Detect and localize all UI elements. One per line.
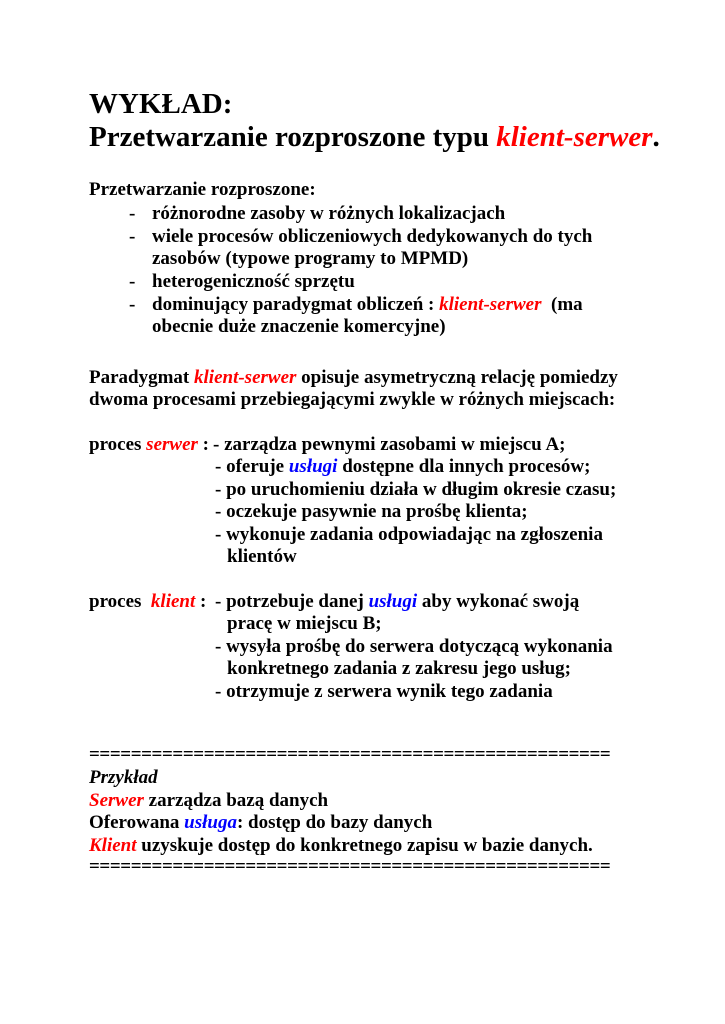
lecture-label: WYKŁAD: <box>89 88 233 120</box>
term-highlight: Klient <box>89 835 137 856</box>
label-text: proces <box>89 591 151 612</box>
list-item-continuation: obecnie duże znaczenie komercyjne) <box>152 316 446 337</box>
list-item-continuation: zasobów (typowe programy to MPMD) <box>152 248 469 269</box>
list-item <box>152 294 583 316</box>
example-heading: Przykład <box>89 767 158 788</box>
client-label <box>89 591 206 613</box>
example-text: Oferowana <box>89 812 185 833</box>
server-duty <box>215 456 590 478</box>
term-highlight: serwer <box>146 434 198 455</box>
client-duty-continuation: pracę w miejscu B; <box>227 613 382 634</box>
term-highlight: klient-serwer <box>194 367 297 388</box>
term-highlight: Serwer <box>89 790 144 811</box>
label-text: : <box>195 591 207 612</box>
page-title <box>89 121 660 153</box>
label-text: : <box>197 434 214 455</box>
bullet-marker: - <box>129 203 136 224</box>
term-highlight: usługi <box>288 456 338 477</box>
client-duty <box>215 591 579 613</box>
example-line <box>89 835 593 857</box>
list-item: heterogeniczność sprzętu <box>152 271 355 292</box>
list-item: różnorodne zasoby w różnych lokalizacjach <box>152 203 506 224</box>
term-highlight: klient <box>150 591 196 612</box>
bullet-marker: - <box>129 271 136 292</box>
bullet-marker: - <box>129 294 136 315</box>
title-period: . <box>652 121 660 153</box>
server-duty-continuation: klientów <box>227 546 297 567</box>
term-highlight: usługa <box>184 812 237 833</box>
duty-text: dostępne dla innych procesów; <box>337 456 591 477</box>
example-text: zarządza bazą danych <box>143 790 329 811</box>
bullet-marker: - <box>129 226 136 247</box>
duty-text: - oferuje <box>215 456 289 477</box>
separator-rule: ================================================== <box>89 744 611 765</box>
server-duty: - oczekuje pasywnie na prośbę klienta; <box>215 501 528 522</box>
server-duty: - wykonuje zadania odpowiadając na zgłoszenia <box>215 524 603 545</box>
separator-rule: ================================================== <box>89 856 611 877</box>
list-item-text: dominujący paradygmat obliczeń : <box>152 294 440 315</box>
paragraph-text: opisuje asymetryczną relację pomiedzy <box>296 367 618 388</box>
term-highlight: klient-serwer <box>439 294 542 315</box>
client-duty-continuation: konkretnego zadania z zakresu jego usług; <box>227 658 571 679</box>
duty-text: aby wykonać swoją <box>417 591 580 612</box>
list-item-text: (ma <box>541 294 583 315</box>
paragraph-line: dwoma procesami przebiegającymi zwykle w różnych miejscach: <box>89 389 616 410</box>
client-duty: - wysyła prośbę do serwera dotyczącą wykonania <box>215 636 613 657</box>
section-heading: Przetwarzanie rozproszone: <box>89 179 316 200</box>
title-text: Przetwarzanie rozproszone typu <box>89 121 497 153</box>
example-text: uzyskuje dostęp do konkretnego zapisu w bazie danych. <box>136 835 593 856</box>
term-highlight: usługi <box>368 591 418 612</box>
server-label <box>89 434 214 456</box>
duty-text: - potrzebuje danej <box>215 591 369 612</box>
client-duty: - otrzymuje z serwera wynik tego zadania <box>215 681 553 702</box>
label-text: proces <box>89 434 147 455</box>
server-duty: - zarządza pewnymi zasobami w miejscu A; <box>213 434 566 455</box>
server-duty: - po uruchomieniu działa w długim okresie czasu; <box>215 479 617 500</box>
example-line <box>89 812 432 834</box>
paragraph-text: Paradygmat <box>89 367 195 388</box>
example-line <box>89 790 328 812</box>
list-item: wiele procesów obliczeniowych dedykowanych do tych <box>152 226 593 247</box>
title-highlight: klient-serwer <box>496 121 653 153</box>
example-text: : dostęp do bazy danych <box>236 812 433 833</box>
paragraph-line <box>89 367 618 389</box>
